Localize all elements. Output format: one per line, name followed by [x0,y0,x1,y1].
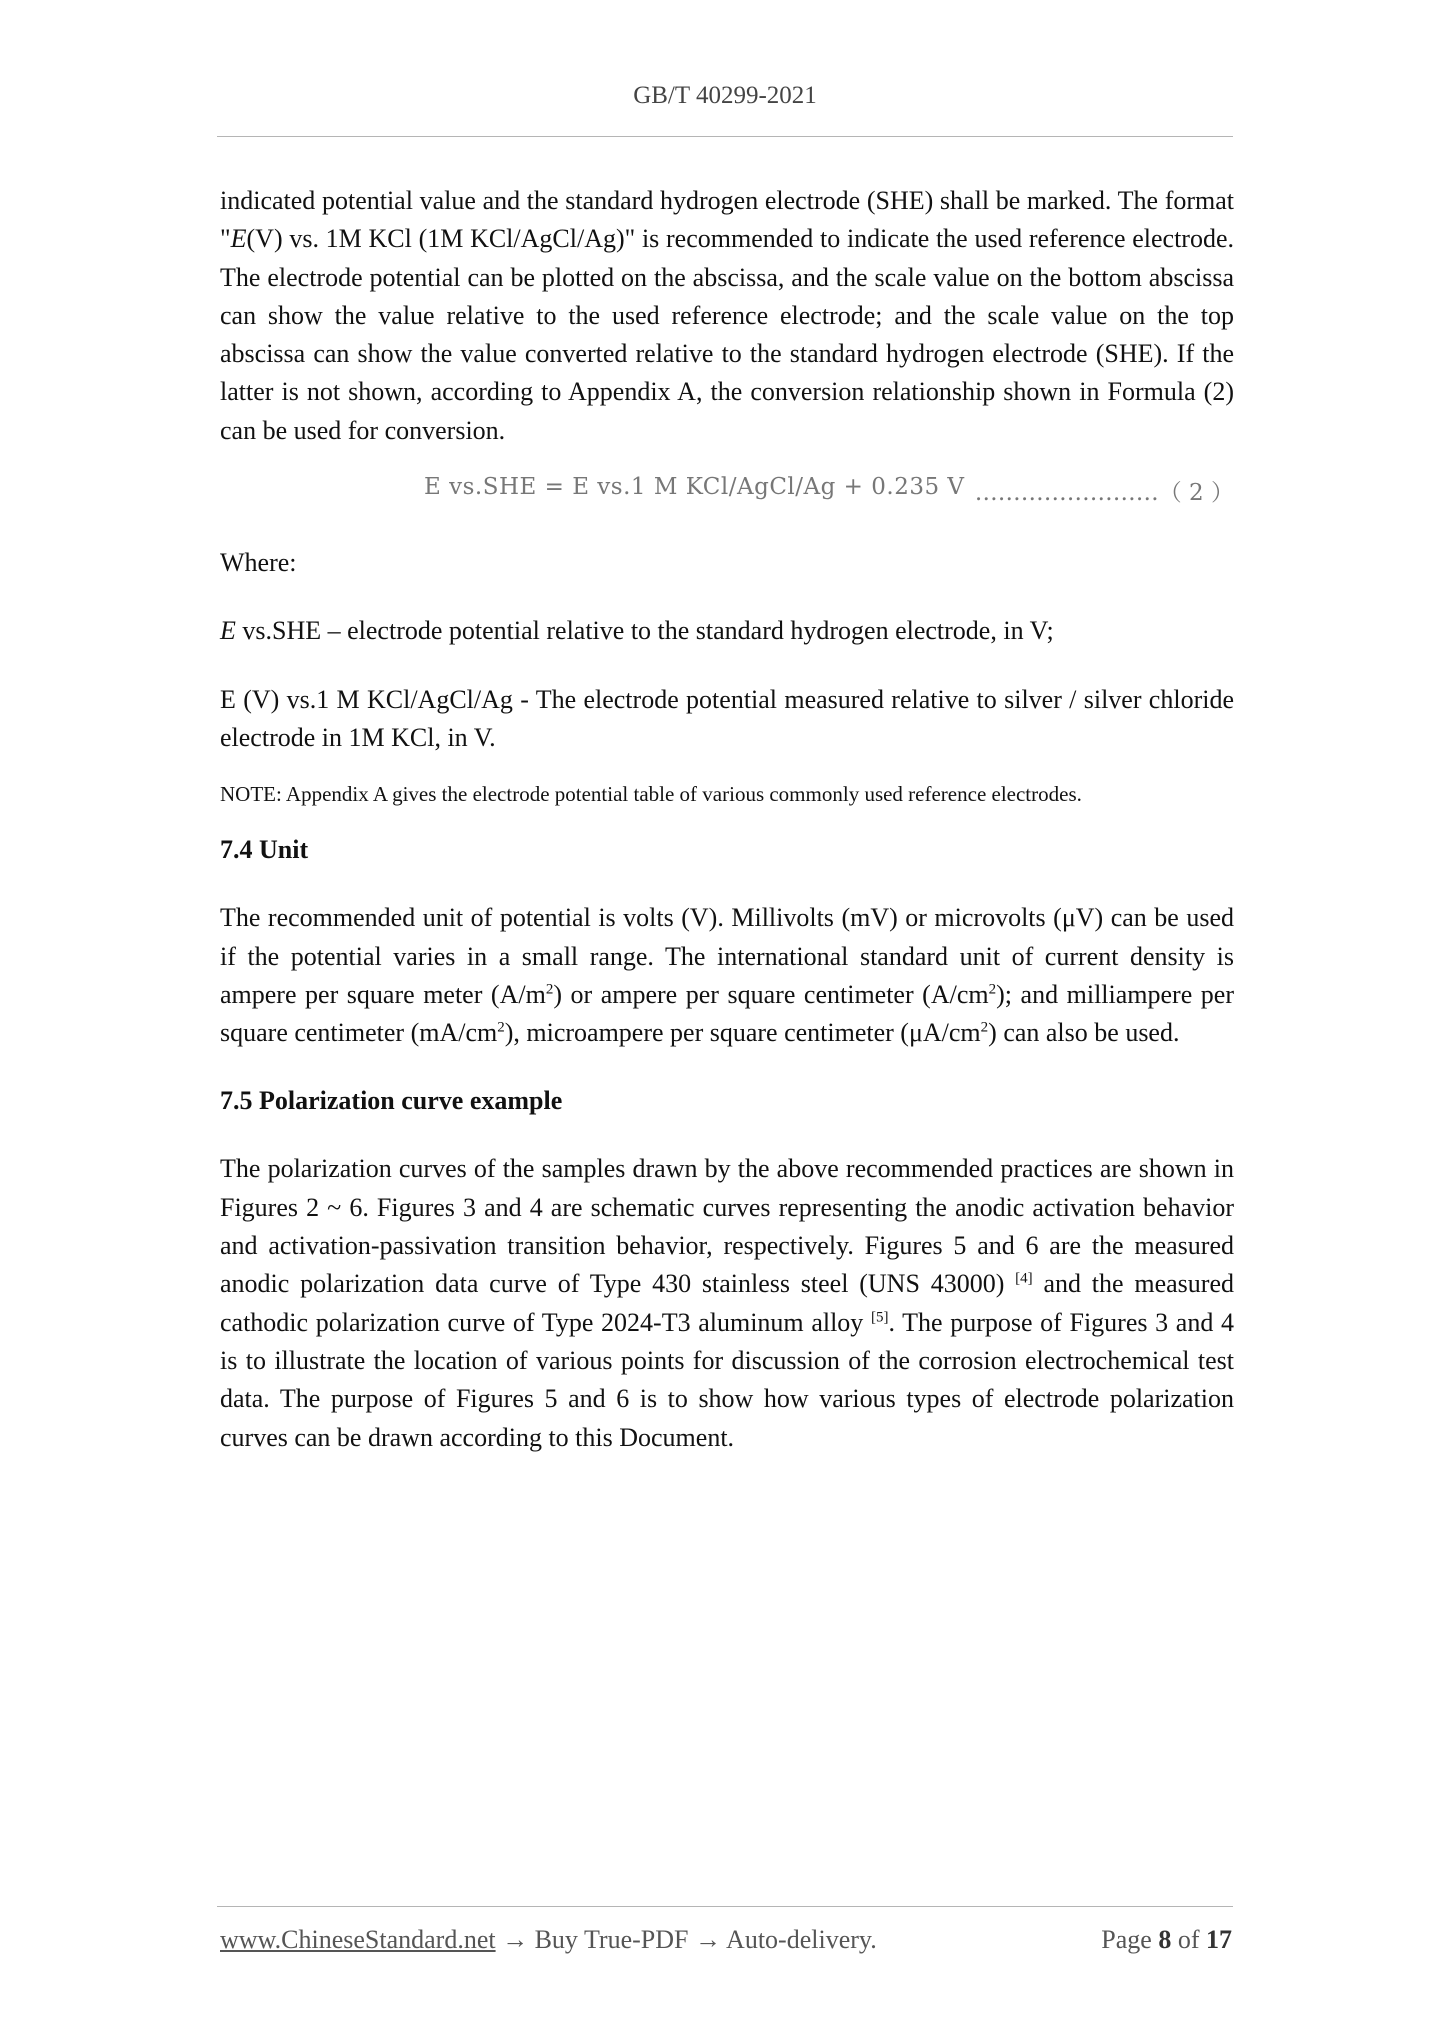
definition-e-vs-agcl: E (V) vs.1 M KCl/AgCl/Ag - The electrode potential measured relative to silver / silver chloride electrode in 1M KCl, in V. [220,684,1234,752]
text-run: The polarization curves of the samples drawn by the above recommended practices are shown in Figures 2 ~ 6. Figures 3 and 4 are schematic curves representing the anodic activation behavior and activation-passivation transition behavior, respectively. Figures 5 and 6 are the measured anodic polarization data curve of Type 430 stainless steel (UNS 43000) [220,1154,1234,1299]
footer-promo-text: → Buy True-PDF → Auto-delivery. [495,1925,877,1954]
italic-symbol: E [230,224,247,254]
text-run: The recommended unit of potential is volts (V). Millivolts (mV) or microvolts (μV) can be used if the potential varies in a small range. The international standard unit of current density is ampere per square meter (A/m [220,903,1234,1009]
text-run: ), microampere per square centimeter (μA/cm [504,1018,981,1048]
header-divider [217,136,1233,137]
superscript: 2 [545,981,554,998]
of-label: of [1177,1925,1200,1954]
text-run: ) or ampere per square centimeter (A/cm [553,979,989,1009]
text-run: indicated potential value and the standard hydrogen electrode (SHE) shall be marked. The format " [220,186,1234,254]
footer-divider [217,1906,1233,1907]
text-run: ); and milliampere per square centimeter (mA/cm [220,979,1234,1048]
superscript: 2 [980,1019,989,1036]
page-label: Page [1101,1925,1152,1954]
text-run: . The purpose of Figures 3 and 4 is to illustrate the location of various points for discussion of the corrosion electrochemical test data. The purpose of Figures 5 and 6 is to show how various types of electrode polarization curves can be drawn according to this Document. [220,1307,1234,1452]
page-footer [220,1925,1232,1955]
section-heading-7-4: 7.4 Unit [220,835,309,865]
page-number [1101,1925,1232,1955]
page-header: GB/T 40299-2021 [633,82,817,109]
text-run: ) can also be used. [988,1018,1180,1048]
current-page: 8 [1158,1925,1172,1954]
superscript: 2 [988,981,997,998]
website-link[interactable]: www.ChineseStandard.net [220,1925,496,1954]
definition-e-vs-she [220,612,1234,650]
paragraph-reference-electrode [220,182,1234,450]
text-run: and the measured cathodic polarization curve of Type 2024-T3 aluminum alloy [220,1269,1234,1337]
text-run: vs.SHE – electrode potential relative to the standard hydrogen electrode, in V; [235,616,1054,646]
italic-symbol: E [220,616,236,646]
superscript: 2 [497,1019,505,1036]
citation-ref-5: [5] [870,1308,889,1325]
total-pages: 17 [1206,1925,1232,1954]
section-heading-7-5: 7.5 Polarization curve example [220,1086,563,1116]
note: NOTE: Appendix A gives the electrode potential table of various commonly used reference electrodes. [220,782,1082,807]
paragraph-units [220,899,1234,1052]
text-run: (V) vs. 1M KCl (1M KCl/AgCl/Ag)" is recommended to indicate the used reference electrode. The electrode potential can be plotted on the abscissa, and the scale value on the bottom abscissa can show the value relative to the used reference electrode; and the scale value on the top abscissa can show the value converted relative to the standard hydrogen electrode (SHE). If the latter is not shown, according to Appendix A, the conversion relationship shown in Formula (2) can be used for conversion. [220,224,1234,445]
citation-ref-4: [4] [1015,1270,1033,1287]
page-content [220,182,1234,1457]
formula-2 [220,472,1234,528]
formula-number: ……………………（ 2 ） [974,480,1234,507]
footer-promo [220,1925,877,1954]
paragraph-polarization-curves [220,1150,1234,1456]
formula-expression: E vs.SHE = E vs.1 M KCl/AgCl/Ag + 0.235 V [424,474,965,501]
where-label: Where: [220,548,297,578]
